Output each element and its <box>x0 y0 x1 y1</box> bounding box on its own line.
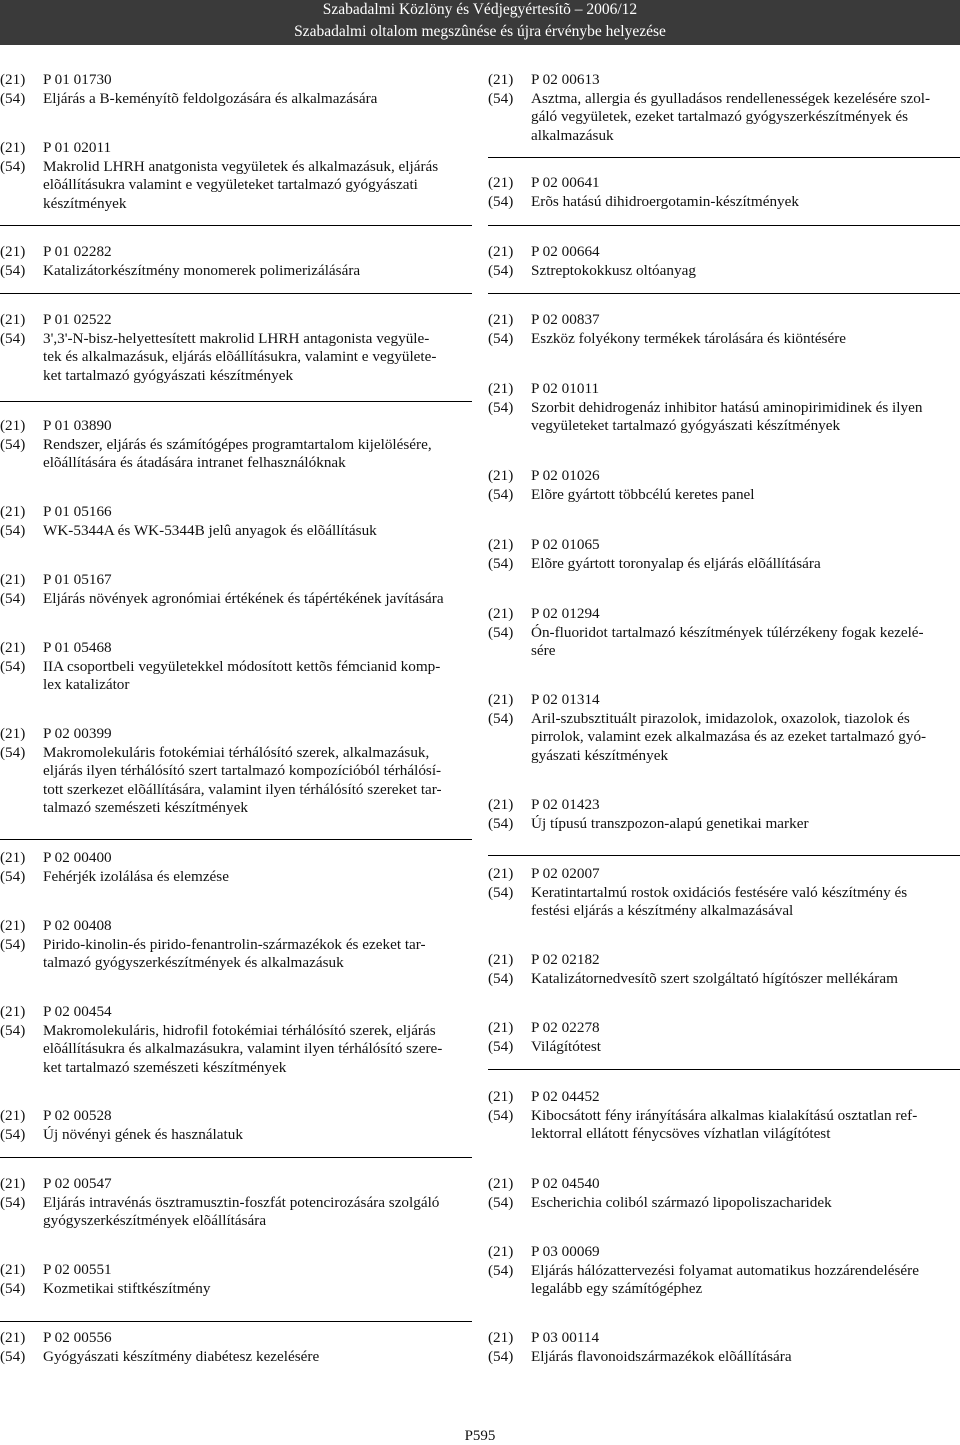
inid-code: (54) <box>488 814 514 832</box>
patent-entry <box>488 311 960 348</box>
application-number: P 02 00408 <box>43 917 112 934</box>
inid-code: (54) <box>0 521 26 539</box>
entry-line <box>0 503 472 522</box>
inid-code: (54) <box>488 554 514 572</box>
inid-code: (54) <box>0 743 26 761</box>
inid-code: (54) <box>488 1106 514 1124</box>
inid-code: (54) <box>0 329 26 347</box>
inid-code: (54) <box>488 623 514 641</box>
invention-title: Keratintartalmú rostok oxidációs festésére való készítmény és <box>531 883 908 901</box>
application-number: P 02 00400 <box>43 849 112 866</box>
application-number: P 02 00454 <box>43 1003 112 1020</box>
patent-entry <box>488 1329 960 1366</box>
inid-code: (54) <box>488 485 514 503</box>
entry-line <box>488 1175 960 1194</box>
patent-entry <box>488 1088 960 1144</box>
inid-code: (21) <box>0 1107 26 1124</box>
section-divider <box>488 293 960 294</box>
application-number: P 01 03890 <box>43 417 112 434</box>
entry-line <box>0 725 472 744</box>
inid-code: (21) <box>0 917 26 934</box>
entry-line <box>0 1003 472 1022</box>
patent-entry <box>488 380 960 436</box>
entry-line <box>0 762 472 781</box>
entry-line <box>488 108 960 127</box>
entry-line <box>488 467 960 486</box>
application-number: P 02 00664 <box>531 243 600 260</box>
entry-line <box>0 454 472 473</box>
invention-title: Eljárás intravénás ösztramusztin-foszfát potencirozására szolgáló <box>43 1193 440 1211</box>
entry-line <box>488 193 960 212</box>
application-number: P 02 02278 <box>531 1019 600 1036</box>
entry-line <box>488 262 960 281</box>
entry-line <box>488 624 960 643</box>
entry-line <box>0 639 472 658</box>
entry-line <box>0 436 472 455</box>
inid-code: (54) <box>488 398 514 416</box>
entry-line <box>0 1261 472 1280</box>
entry-line <box>0 330 472 349</box>
invention-title: Kibocsátott fény irányítására alkalmas kialakítású osztatlan ref- <box>531 1106 918 1124</box>
entry-line <box>488 311 960 330</box>
inid-code: (21) <box>0 1329 26 1346</box>
entry-line <box>0 1280 472 1299</box>
application-number: P 01 05167 <box>43 571 112 588</box>
patent-entry <box>0 725 472 818</box>
application-number: P 02 04540 <box>531 1175 600 1192</box>
inid-code: (21) <box>488 605 514 622</box>
invention-title: lektorral ellátott fénycsöves vízhatlan világítótest <box>531 1125 831 1142</box>
entry-line <box>0 744 472 763</box>
invention-title: Elõre gyártott többcélú keretes panel <box>531 485 755 503</box>
invention-title: gyászati készítmények <box>531 746 669 764</box>
patent-entry <box>0 417 472 473</box>
entry-line <box>0 1175 472 1194</box>
patent-entry <box>0 917 472 973</box>
application-number: P 02 00641 <box>531 174 600 191</box>
patent-entry <box>488 1243 960 1299</box>
inid-code: (21) <box>488 1088 514 1105</box>
inid-code: (21) <box>0 71 26 88</box>
inid-code: (54) <box>488 969 514 987</box>
invention-title: Eljárás a B-keményítõ feldolgozására és alkalmazására <box>43 89 378 107</box>
application-number: P 03 00069 <box>531 1243 600 1260</box>
application-number: P 02 01423 <box>531 796 600 813</box>
invention-title: alkalmazásuk <box>531 126 614 144</box>
inid-code: (21) <box>488 1243 514 1260</box>
inid-code: (54) <box>0 1125 26 1143</box>
application-number: P 02 01026 <box>531 467 600 484</box>
inid-code: (54) <box>0 89 26 107</box>
inid-code: (54) <box>488 89 514 107</box>
entry-line <box>488 1019 960 1038</box>
application-number: P 02 04452 <box>531 1088 600 1105</box>
section-divider <box>488 855 960 856</box>
invention-title: legalább egy számítógéphez <box>531 1280 703 1297</box>
entry-line <box>0 348 472 367</box>
section-title: Szabadalmi oltalom megszûnése és újra érvénybe helyezése <box>294 23 666 40</box>
invention-title: Fehérjék izolálása és elemzése <box>43 867 229 885</box>
entry-line <box>488 1243 960 1262</box>
application-number: P 02 01065 <box>531 536 600 553</box>
patent-entry <box>488 1175 960 1212</box>
invention-title: talmazó gyógyszerkészítmények és alkalmazásuk <box>43 954 344 971</box>
entry-line <box>0 1329 472 1348</box>
patent-entry <box>0 311 472 385</box>
entry-line <box>488 1280 960 1299</box>
entry-line <box>488 330 960 349</box>
patent-entry <box>488 951 960 988</box>
patent-entry <box>0 571 472 608</box>
invention-title: Gyógyászati készítmény diabétesz kezelésére <box>43 1347 320 1365</box>
invention-title: elõállítására és átadására intranet felhasználóknak <box>43 454 346 471</box>
entry-line <box>0 676 472 695</box>
application-number: P 02 02182 <box>531 951 600 968</box>
inid-code: (54) <box>488 1193 514 1211</box>
inid-code: (21) <box>0 503 26 520</box>
entry-line <box>488 1125 960 1144</box>
entry-line <box>488 243 960 262</box>
invention-title: tott szerkezet elõállítására, valamint ilyen térhálósító szereket tar- <box>43 780 442 798</box>
inid-code: (54) <box>0 157 26 175</box>
entry-line <box>488 815 960 834</box>
invention-title: pirrolok, valamint ezek alkalmazása és az ezeket tartalmazó gyó- <box>531 728 927 745</box>
patent-entry <box>0 71 472 108</box>
entry-line <box>488 970 960 989</box>
inid-code: (21) <box>488 865 514 882</box>
application-number: P 02 01011 <box>531 380 600 397</box>
inid-code: (21) <box>488 71 514 88</box>
entry-line <box>0 195 472 214</box>
inid-code: (54) <box>0 1021 26 1039</box>
application-number: P 02 00547 <box>43 1175 112 1192</box>
entry-line <box>488 486 960 505</box>
invention-title: Elõre gyártott toronyalap és eljárás elõállítására <box>531 554 821 572</box>
application-number: P 01 02011 <box>43 139 112 156</box>
invention-title: tek és alkalmazásuk, eljárás elõállításukra, valamint e vegyülete- <box>43 348 437 365</box>
entry-line <box>0 781 472 800</box>
section-divider <box>0 1321 472 1322</box>
invention-title: ket tartalmazó szemészeti készítmények <box>43 1058 287 1076</box>
entry-line <box>0 868 472 887</box>
invention-title: Escherichia coliból származó lipopoliszacharidek <box>531 1193 832 1211</box>
entry-line <box>0 176 472 195</box>
entry-line <box>488 1262 960 1281</box>
invention-title: Makrolid LHRH anatgonista vegyületek és alkalmazásuk, eljárás <box>43 157 439 175</box>
patent-entry <box>488 536 960 573</box>
entry-line <box>488 884 960 903</box>
inid-code: (54) <box>0 589 26 607</box>
entry-line <box>0 954 472 973</box>
entry-line <box>488 710 960 729</box>
invention-title: WK-5344A és WK-5344B jelû anyagok és elõállításuk <box>43 521 377 539</box>
entry-line <box>0 936 472 955</box>
inid-code: (54) <box>0 935 26 953</box>
invention-title: Asztma, allergia és gyulladásos rendellenességek kezelésére szol- <box>531 89 931 107</box>
invention-title: Ón-fluoridot tartalmazó készítmények túlérzékeny fogak kezelé- <box>531 623 924 641</box>
entry-line <box>488 865 960 884</box>
patent-entry <box>488 691 960 765</box>
inid-code: (21) <box>0 1003 26 1020</box>
inid-code: (21) <box>0 139 26 156</box>
application-number: P 01 05468 <box>43 639 112 656</box>
inid-code: (21) <box>488 1019 514 1036</box>
invention-title: Katalizátornedvesítõ szert szolgáltató hígítószer mellékáram <box>531 969 898 987</box>
application-number: P 02 00556 <box>43 1329 112 1346</box>
inid-code: (21) <box>488 380 514 397</box>
patent-entry <box>0 639 472 695</box>
invention-title: Kozmetikai stiftkészítmény <box>43 1279 211 1297</box>
invention-title: Eszköz folyékony termékek tárolására és kiöntésére <box>531 329 847 347</box>
entry-line <box>488 1107 960 1126</box>
application-number: P 01 02282 <box>43 243 112 260</box>
inid-code: (21) <box>0 725 26 742</box>
inid-code: (21) <box>0 849 26 866</box>
entry-line <box>0 367 472 386</box>
journal-title: Szabadalmi Közlöny és Védjegyértesítõ – 2006/12 <box>322 1 638 18</box>
invention-title: elõállításukra valamint e vegyületeket tartalmazó gyógyászati <box>43 176 418 193</box>
invention-title: lex katalizátor <box>43 676 130 693</box>
patent-entry <box>488 243 960 280</box>
entry-line <box>488 902 960 921</box>
application-number: P 01 02522 <box>43 311 112 328</box>
inid-code: (21) <box>488 1175 514 1192</box>
inid-code: (54) <box>0 1279 26 1297</box>
invention-title: Világítótest <box>531 1037 601 1055</box>
inid-code: (21) <box>488 536 514 553</box>
inid-code: (54) <box>488 883 514 901</box>
section-divider <box>0 401 472 402</box>
entry-line <box>0 522 472 541</box>
invention-title: Új típusú transzpozon-alapú genetikai marker <box>531 814 809 832</box>
invention-title: készítmények <box>43 194 127 212</box>
inid-code: (54) <box>0 435 26 453</box>
section-divider <box>0 293 472 294</box>
invention-title: Eljárás flavonoidszármazékok elõállítására <box>531 1347 792 1365</box>
patent-entry <box>0 1261 472 1298</box>
invention-title: Eljárás növények agronómiai értékének és tápértékének javítására <box>43 589 444 607</box>
inid-code: (54) <box>488 1261 514 1279</box>
entry-line <box>488 380 960 399</box>
section-divider <box>488 1069 960 1070</box>
inid-code: (54) <box>488 192 514 210</box>
entry-line <box>488 174 960 193</box>
inid-code: (21) <box>0 571 26 588</box>
invention-title: gáló vegyületek, ezeket tartalmazó gyógyszerkészítmények és <box>531 108 908 125</box>
entry-line <box>488 951 960 970</box>
inid-code: (21) <box>488 243 514 260</box>
patent-entry <box>0 1175 472 1231</box>
invention-title: Makromolekuláris fotokémiai térhálósító szerek, alkalmazásuk, <box>43 743 430 761</box>
inid-code: (21) <box>488 796 514 813</box>
inid-code: (21) <box>0 311 26 328</box>
inid-code: (21) <box>0 639 26 656</box>
entry-line <box>0 71 472 90</box>
invention-title: Pirido-kinolin-és pirido-fenantrolin-származékok és ezeket tar- <box>43 935 426 953</box>
invention-title: Eljárás hálózattervezési folyamat automatikus hozzárendelésére <box>531 1261 919 1279</box>
entry-line <box>488 90 960 109</box>
entry-line <box>0 849 472 868</box>
entry-line <box>0 1194 472 1213</box>
inid-code: (21) <box>0 1261 26 1278</box>
entry-line <box>488 1329 960 1348</box>
patent-entry <box>0 139 472 213</box>
entry-line <box>0 139 472 158</box>
application-number: P 03 00114 <box>531 1329 600 1346</box>
entry-line <box>488 536 960 555</box>
invention-title: Katalizátorkészítmény monomerek polimerizálására <box>43 261 361 279</box>
entry-line <box>0 243 472 262</box>
entry-line <box>0 90 472 109</box>
inid-code: (54) <box>488 1037 514 1055</box>
invention-title: Erõs hatású dihidroergotamin-készítmények <box>531 192 799 210</box>
inid-code: (21) <box>0 243 26 260</box>
application-number: P 01 01730 <box>43 71 112 88</box>
entry-line <box>488 728 960 747</box>
inid-code: (54) <box>0 261 26 279</box>
entry-line <box>488 605 960 624</box>
entry-line <box>488 1088 960 1107</box>
entry-line <box>488 399 960 418</box>
patent-entry <box>0 849 472 886</box>
section-divider <box>0 1157 472 1158</box>
application-number: P 02 01294 <box>531 605 600 622</box>
invention-title: Rendszer, eljárás és számítógépes programtartalom kijelölésére, <box>43 435 432 453</box>
inid-code: (54) <box>0 1193 26 1211</box>
entry-line <box>488 1348 960 1367</box>
invention-title: eljárás ilyen térhálósító szert tartalmazó kompozícióból térhálósí- <box>43 762 442 779</box>
section-divider <box>0 225 472 226</box>
section-divider <box>0 839 472 840</box>
application-number: P 01 05166 <box>43 503 112 520</box>
entry-line <box>488 1038 960 1057</box>
patent-entry <box>0 503 472 540</box>
patent-entry <box>488 865 960 921</box>
inid-code: (54) <box>488 329 514 347</box>
invention-title: talmazó szemészeti készítmények <box>43 799 248 816</box>
entry-line <box>488 417 960 436</box>
section-divider <box>488 225 960 226</box>
application-number: P 02 00551 <box>43 1261 112 1278</box>
entry-line <box>0 571 472 590</box>
patent-entry <box>488 71 960 145</box>
inid-code: (54) <box>0 1347 26 1365</box>
entry-line <box>488 71 960 90</box>
invention-title: elõállításukra és alkalmazásukra, valamint ilyen térhálósító szere- <box>43 1040 443 1057</box>
entry-line <box>488 127 960 146</box>
inid-code: (21) <box>488 467 514 484</box>
entry-line <box>0 1022 472 1041</box>
entry-line <box>0 917 472 936</box>
invention-title: Aril-szubsztituált pirazolok, imidazolok, oxazolok, tiazolok és <box>531 709 910 727</box>
entry-line <box>488 555 960 574</box>
patent-entry <box>0 1107 472 1144</box>
patent-entry <box>488 174 960 211</box>
patent-entry <box>0 1003 472 1077</box>
patent-entry <box>488 605 960 661</box>
invention-title: vegyületeket tartalmazó gyógyászati készítmények <box>531 417 841 434</box>
invention-title: Sztreptokokkusz oltóanyag <box>531 261 696 279</box>
inid-code: (21) <box>488 1329 514 1346</box>
invention-title: gyógyszerkészítmények elõállítására <box>43 1212 267 1229</box>
patent-entry <box>488 1019 960 1056</box>
application-number: P 02 00613 <box>531 71 600 88</box>
entry-line <box>0 158 472 177</box>
patent-entry <box>0 243 472 280</box>
entry-line <box>0 799 472 818</box>
page-number: P595 <box>464 1428 496 1444</box>
inid-code: (54) <box>0 867 26 885</box>
entry-line <box>0 1348 472 1367</box>
patent-entry <box>488 467 960 504</box>
inid-code: (21) <box>488 951 514 968</box>
section-divider <box>488 157 960 158</box>
entry-line <box>488 1194 960 1213</box>
entry-line <box>488 747 960 766</box>
inid-code: (21) <box>488 174 514 191</box>
invention-title: Új növényi gének és használatuk <box>43 1125 243 1143</box>
entry-line <box>488 691 960 710</box>
invention-title: 3',3'-N-bisz-helyettesített makrolid LHRH antagonista vegyüle- <box>43 329 430 347</box>
inid-code: (54) <box>488 1347 514 1365</box>
inid-code: (21) <box>488 311 514 328</box>
entry-line <box>0 1059 472 1078</box>
application-number: P 02 01314 <box>531 691 600 708</box>
invention-title: Makromolekuláris, hidrofil fotokémiai térhálósító szerek, eljárás <box>43 1021 436 1039</box>
entry-line <box>0 1040 472 1059</box>
entry-line <box>488 796 960 815</box>
entry-line <box>0 1212 472 1231</box>
inid-code: (21) <box>0 417 26 434</box>
patent-entry <box>0 1329 472 1366</box>
inid-code: (21) <box>488 691 514 708</box>
page-header <box>0 0 960 45</box>
entry-line <box>0 311 472 330</box>
inid-code: (21) <box>0 1175 26 1192</box>
application-number: P 02 00837 <box>531 311 600 328</box>
patent-entry <box>488 796 960 833</box>
invention-title: Szorbit dehidrogenáz inhibitor hatású aminopirimidinek és ilyen <box>531 398 923 416</box>
entry-line <box>0 590 472 609</box>
inid-code: (54) <box>488 261 514 279</box>
entry-line <box>0 1107 472 1126</box>
application-number: P 02 00399 <box>43 725 112 742</box>
inid-code: (54) <box>0 657 26 675</box>
application-number: P 02 02007 <box>531 865 600 882</box>
entry-line <box>0 1126 472 1145</box>
invention-title: IIA csoportbeli vegyületekkel módosított kettõs fémcianid komp- <box>43 657 441 675</box>
entry-line <box>488 642 960 661</box>
inid-code: (54) <box>488 709 514 727</box>
invention-title: sére <box>531 642 556 659</box>
entry-line <box>0 658 472 677</box>
application-number: P 02 00528 <box>43 1107 112 1124</box>
invention-title: festési eljárás a készítmény alkalmazásával <box>531 902 794 919</box>
entry-line <box>0 417 472 436</box>
entry-line <box>0 262 472 281</box>
invention-title: ket tartalmazó gyógyászati készítmények <box>43 366 294 384</box>
